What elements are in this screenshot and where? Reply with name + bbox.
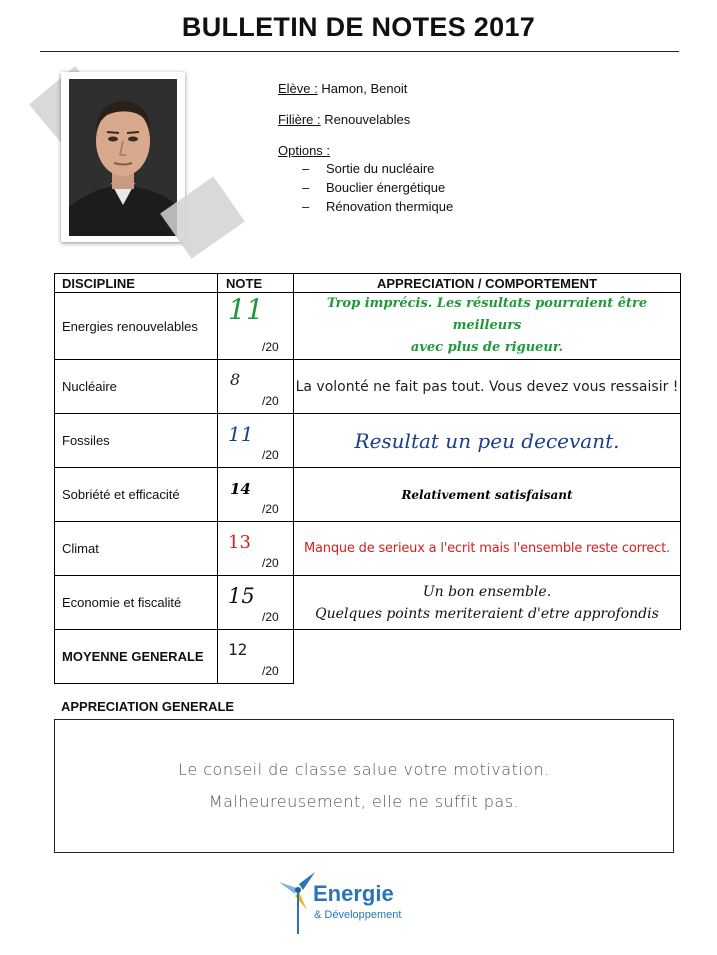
table-row-average: [55, 630, 681, 684]
appreciation-line: Un bon ensemble.: [422, 583, 552, 600]
general-appreciation-line: Malheureusement, elle ne suffit pas.: [208, 792, 520, 811]
appreciation-cell: [294, 293, 681, 360]
student-name-line: [278, 81, 407, 96]
note-cell: [218, 522, 294, 576]
general-appreciation-line: Le conseil de classe salue votre motivation.: [178, 760, 550, 779]
filiere-line: [278, 112, 410, 127]
appreciation-line: Resultat un peu decevant.: [354, 428, 620, 453]
logo-subtitle: & Développement: [314, 909, 402, 921]
table-row: [55, 468, 681, 522]
average-value: 12: [228, 640, 248, 659]
grade-denominator: /20: [262, 340, 279, 354]
grade-value: 15: [228, 584, 255, 608]
grade-denominator: /20: [262, 664, 279, 678]
table-header-row: [55, 274, 681, 293]
general-appreciation-box: [54, 719, 674, 853]
filiere-value: Renouvelables: [324, 112, 411, 127]
grade-denominator: /20: [262, 448, 279, 462]
option-dash: –: [302, 180, 310, 195]
note-cell: [218, 360, 294, 414]
table-row: [55, 522, 681, 576]
option-item: Bouclier énergétique: [326, 180, 446, 195]
appreciation-cell: [294, 576, 681, 630]
grades-table: [54, 273, 681, 684]
grade-denominator: /20: [262, 610, 279, 624]
wind-turbine-logo-icon: [277, 870, 317, 936]
note-cell: [218, 468, 294, 522]
option-dash: –: [302, 199, 310, 214]
table-row: [55, 360, 681, 414]
appreciation-cell: [294, 522, 681, 576]
note-cell: [218, 630, 294, 684]
discipline-cell: Nucléaire: [55, 360, 218, 414]
logo-name: Energie: [313, 881, 394, 906]
grade-value: 8: [230, 370, 241, 389]
grade-denominator: /20: [262, 556, 279, 570]
table-row: [55, 576, 681, 630]
option-item: Sortie du nucléaire: [326, 161, 435, 176]
header-appreciation: APPRECIATION / COMPORTEMENT: [294, 274, 681, 293]
appreciation-line: Trop imprécis. Les résultats pourraient être meilleurs: [326, 296, 648, 333]
note-cell: [218, 414, 294, 468]
grade-value: 11: [228, 422, 254, 446]
grade-value: 14: [230, 480, 251, 498]
appreciation-line: Quelques points meriteraient d'etre approfondis: [315, 605, 659, 622]
appreciation-line: La volonté ne fait pas tout. Vous devez vous ressaisir !: [295, 378, 679, 395]
average-label: MOYENNE GENERALE: [55, 630, 218, 684]
page-title: BULLETIN DE NOTES 2017: [181, 12, 536, 42]
discipline-cell: Economie et fiscalité: [55, 576, 218, 630]
grade-value: 11: [228, 293, 264, 326]
note-cell: [218, 576, 294, 630]
discipline-cell: Energies renouvelables: [55, 293, 218, 360]
appreciation-cell: [294, 414, 681, 468]
discipline-cell: Fossiles: [55, 414, 218, 468]
filiere-label: Filière :: [278, 112, 321, 127]
table-row: [55, 414, 681, 468]
appreciation-cell: [294, 360, 681, 414]
title-divider: [40, 51, 679, 52]
appreciation-line: Relativement satisfaisant: [401, 487, 573, 502]
appreciation-line: avec plus de rigueur.: [410, 340, 564, 355]
general-appreciation-title: APPRECIATION GENERALE: [61, 699, 235, 714]
header-discipline: DISCIPLINE: [55, 274, 218, 293]
table-row: [55, 293, 681, 360]
eleve-value: Hamon, Benoit: [321, 81, 408, 96]
grade-denominator: /20: [262, 394, 279, 408]
options-label: Options :: [278, 143, 331, 158]
discipline-cell: Sobriété et efficacité: [55, 468, 218, 522]
options-line: [278, 143, 330, 158]
note-cell: [218, 293, 294, 360]
eleve-label: Elève :: [278, 81, 318, 96]
discipline-cell: Climat: [55, 522, 218, 576]
grade-value: 13: [228, 532, 251, 553]
option-item: Rénovation thermique: [326, 199, 454, 214]
appreciation-cell: [294, 468, 681, 522]
option-dash: –: [302, 161, 310, 176]
appreciation-line: Manque de serieux a l'ecrit mais l'ensemble reste correct.: [304, 541, 670, 556]
header-note: NOTE: [218, 274, 294, 293]
grade-denominator: /20: [262, 502, 279, 516]
